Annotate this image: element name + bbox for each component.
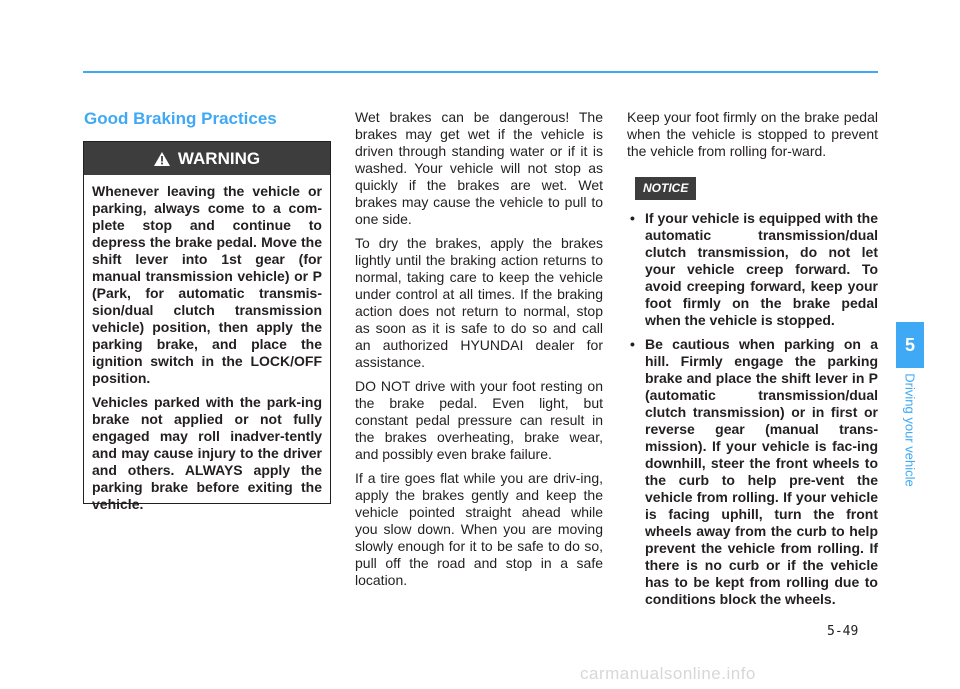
body-paragraph: To dry the brakes, apply the brakes lightly until the braking action returns to normal, taking care to keep the vehicle under control at all times. If the braking action does not return to normal, stop as soon as it is safe to do so and call an authorized HYUNDAI dealer for assistance.: [355, 235, 603, 370]
chapter-tab: 5: [896, 322, 924, 368]
body-paragraph: DO NOT drive with your foot resting on the brake pedal. Even light, but constant pedal pressure can result in the brakes overheating, brake wear, and possibly even brake failure.: [355, 378, 603, 462]
body-paragraph: Wet brakes can be dangerous! The brakes may get wet if the vehicle is driven through standing water or if it is washed. Your vehicle will not stop as quickly if the brakes are wet. Wet brakes may cause the vehicle to pull to one side.: [355, 109, 603, 227]
top-rule: [83, 71, 878, 73]
watermark: carmanualsonline.info: [580, 664, 756, 683]
body-paragraph: Keep your foot firmly on the brake pedal when the vehicle is stopped to prevent the vehicle from rolling for-ward.: [627, 109, 878, 159]
warning-triangle-icon: [154, 152, 170, 166]
notice-list: [627, 210, 878, 608]
notice-list-item: • If your vehicle is equipped with the automatic transmission/dual clutch transmission, do not let your vehicle creep forward. To avoid creeping forward, keep your foot firmly on the brake pedal when the vehicle is stopped.: [627, 210, 878, 329]
warning-header: [84, 142, 330, 175]
body-paragraph: If a tire goes flat while you are driv-ing, apply the brakes gently and keep the vehicle pointed straight ahead while you slow down. When you are moving slowly enough for it to be safe to do so, pull off the road and stop in a safe location.: [355, 470, 603, 588]
warning-body: [84, 175, 330, 513]
column-notice: [627, 109, 878, 615]
page-number: 5-49: [827, 624, 859, 639]
warning-box: [83, 141, 331, 512]
warning-paragraph: Whenever leaving the vehicle or parking, always come to a com-plete stop and continue to depress the brake pedal. Move the shift lever into 1st gear (for manual transmission vehicle) or P (Park, for automatic transmis-sion/dual clutch transmission vehicle) position, then apply the parking brake, and place the ignition switch in the LOCK/OFF position.: [92, 183, 322, 386]
notice-list-item: • Be cautious when parking on a hill. Firmly engage the parking brake and place the shift lever in P (automatic transmission/dual clutch transmission) or in first or reverse gear (manual trans-mission). If your vehicle is fac-ing downhill, steer the front wheels to the curb to help pre-vent the vehicle from rolling. If your vehicle is facing uphill, turn the front wheels away from the curb to help prevent the vehicle from rolling. If there is no curb or if the vehicle has to be kept from rolling due to conditions block the wheels.: [627, 336, 878, 608]
column-wet-brakes: [355, 109, 603, 596]
warning-header-label: WARNING: [177, 148, 261, 168]
chapter-label: Driving your vehicle: [902, 373, 918, 487]
warning-paragraph: Vehicles parked with the park-ing brake not applied or not fully engaged may roll inadver-tently and may cause injury to the driver and others. ALWAYS apply the parking brake before exiting the vehicle.: [92, 394, 322, 512]
section-title: Good Braking Practices: [84, 109, 277, 128]
notice-badge: NOTICE: [635, 177, 696, 200]
